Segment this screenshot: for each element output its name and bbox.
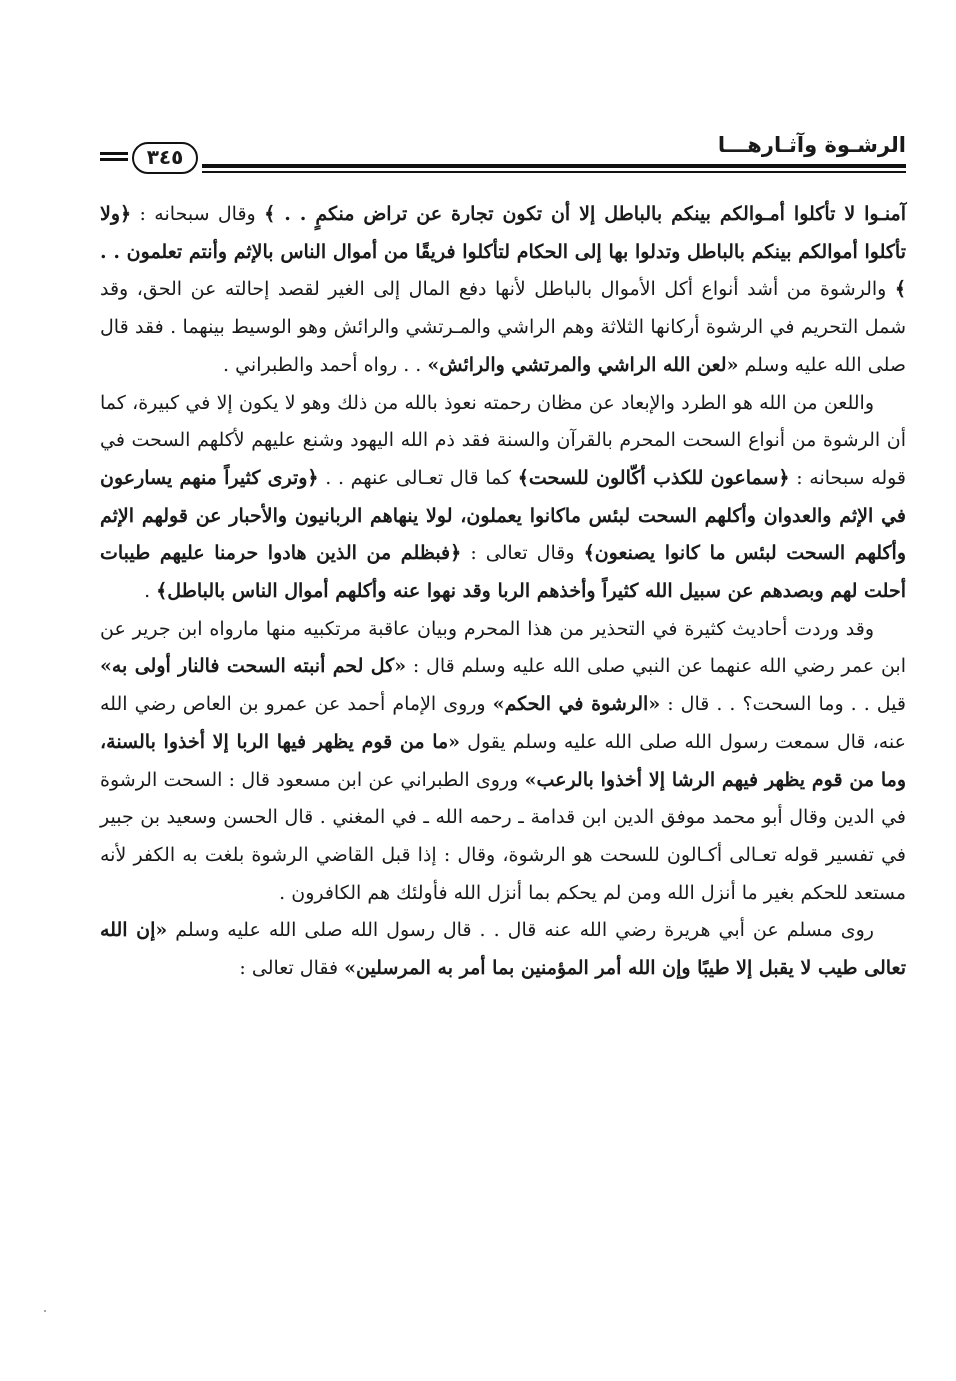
quote-text: «لعن الله الراشي والمرتشي والرائش» xyxy=(427,353,739,376)
page-header xyxy=(100,130,906,182)
running-title: الرشـوة وآثـارهـــا xyxy=(717,133,906,157)
body-run: والرشوة من أشد أنواع أكل الأموال بالباطل لأنها دفع المال إلى الغير لقصد إحالته عن الحق، وقد شمل التحريم في الرشوة أركانها الثلاثة وهم الراشي والمـرتشي والرائش وهو الوسيط بينهما . فقد قال صلى الله عليه وسلم xyxy=(100,278,906,376)
header-rule-short xyxy=(100,158,128,161)
paragraph xyxy=(100,385,906,611)
body-run: واللعن من الله هو الطرد والإبعاد عن مظان رحمته نعوذ بالله من ذلك وهو لا يكون إلا في كبيرة، كما أن الرشوة من أنواع السحت المحرم بالقرآن والسنة فقد ذم الله اليهود وشنع عليهم لأكلهم السحت في قوله سبحانه : xyxy=(100,391,907,489)
body-run: . . رواه أحمد والطبراني . xyxy=(223,353,428,376)
body-run: فقال تعالى : xyxy=(239,957,345,980)
quote-text: آمنـوا لا تأكلوا أمـوالكم بينكم بالباطل إلا أن تكون تجارة عن تراض منكمٍ . . ﴾ xyxy=(264,203,907,225)
quote-text: ﴿وترى كثيراً منهم يسارعون في الإثم والعدوان وأكلهم السحت لبئس ماكانوا يعملون، لولا ينهاهم الربانيون والأحبار عن قولهم الإثم وأكلهم السحت لبئس ما كانوا يصنعون﴾ xyxy=(100,466,906,565)
quote-text: ﴿فبظلم من الذين هادوا حرمنا عليهم طيبات أحلت لهم وبصدهم عن سبيل الله كثيراً وأخذهم الربا وقد نهوا عنه وأكلهم أموال الناس بالباطل﴾ xyxy=(100,542,906,603)
quote-text: «كل لحم أنبته السحت فالنار أولى به» xyxy=(100,655,407,678)
quote-text: «إن الله تعالى طيب لا يقبل إلا طيبًا وإن الله أمر المؤمنين بما أمر به المرسلين» xyxy=(100,919,906,980)
paragraph xyxy=(100,912,906,987)
quote-text: ﴿ولا تأكلوا أموالكم بينكم بالباطل وتدلوا بها إلى الحكام لتأكلوا فريقًا من أموال الناس بالإثم وأنتم تعلمون . . ﴾ xyxy=(100,203,906,301)
body-run: وروى الإمام أحمد عن عمرو بن العاص رضي الله عنه، قال سمعت رسول الله صلى الله عليه وسلم يقول xyxy=(100,693,906,753)
quote-text: «الرشوة في الحكم» xyxy=(492,693,661,716)
header-rule-short xyxy=(100,152,128,155)
header-rule xyxy=(202,171,906,173)
body-run: وقد وردت أحاديث كثيرة في التحذير من هذا المحرم وبيان عاقبة مرتكبيه منها مارواه ابن جرير عن ابن عمر رضي الله عنهما عن النبي صلى الله عليه وسلم قال : xyxy=(100,617,906,678)
scan-speck xyxy=(44,1310,46,1312)
body-run: وروى الطبراني عن ابن مسعود قال : السحت الرشوة في الدين وقال أبو محمد موفق الدين ابن قدامة ـ رحمه الله ـ في المغني . قال الحسن وسعيد بن جبير في تفسير قوله تعـالى أكـالون للسحت هو الرشوة، وقال : إذا قبل القاضي الرشوة بلغت به الكفر لأنه مستعد للحكم بغير ما أنزل الله ومن لم يحكم بما أنزل الله فأولئك هم الكافرون . xyxy=(100,768,906,904)
header-rule xyxy=(202,164,906,168)
body-run: وقال سبحانه : xyxy=(131,203,265,225)
page-number: ٣٤٥ xyxy=(132,142,198,174)
quote-text: ﴿سماعون للكذب أكّالون للسحت﴾ xyxy=(517,466,790,489)
body-text xyxy=(100,196,906,988)
body-run: روى مسلم عن أبي هريرة رضي الله عنه قال . . قال رسول الله صلى الله عليه وسلم xyxy=(167,919,874,942)
body-run: وقال تعالى : xyxy=(461,542,584,565)
paragraph xyxy=(100,196,906,385)
body-run: . xyxy=(144,580,157,603)
quote-text: «ما من قوم يظهر فيها الربا إلا أخذوا بالسنة، وما من قوم يظهر فيهم الرشا إلا أخذوا بالرعب» xyxy=(100,730,906,791)
paragraph xyxy=(100,611,906,913)
body-run: قيل . . وما السحت؟ . . قال : xyxy=(660,693,906,716)
body-run: كما قال تعـالى عنهم . . xyxy=(318,466,518,489)
